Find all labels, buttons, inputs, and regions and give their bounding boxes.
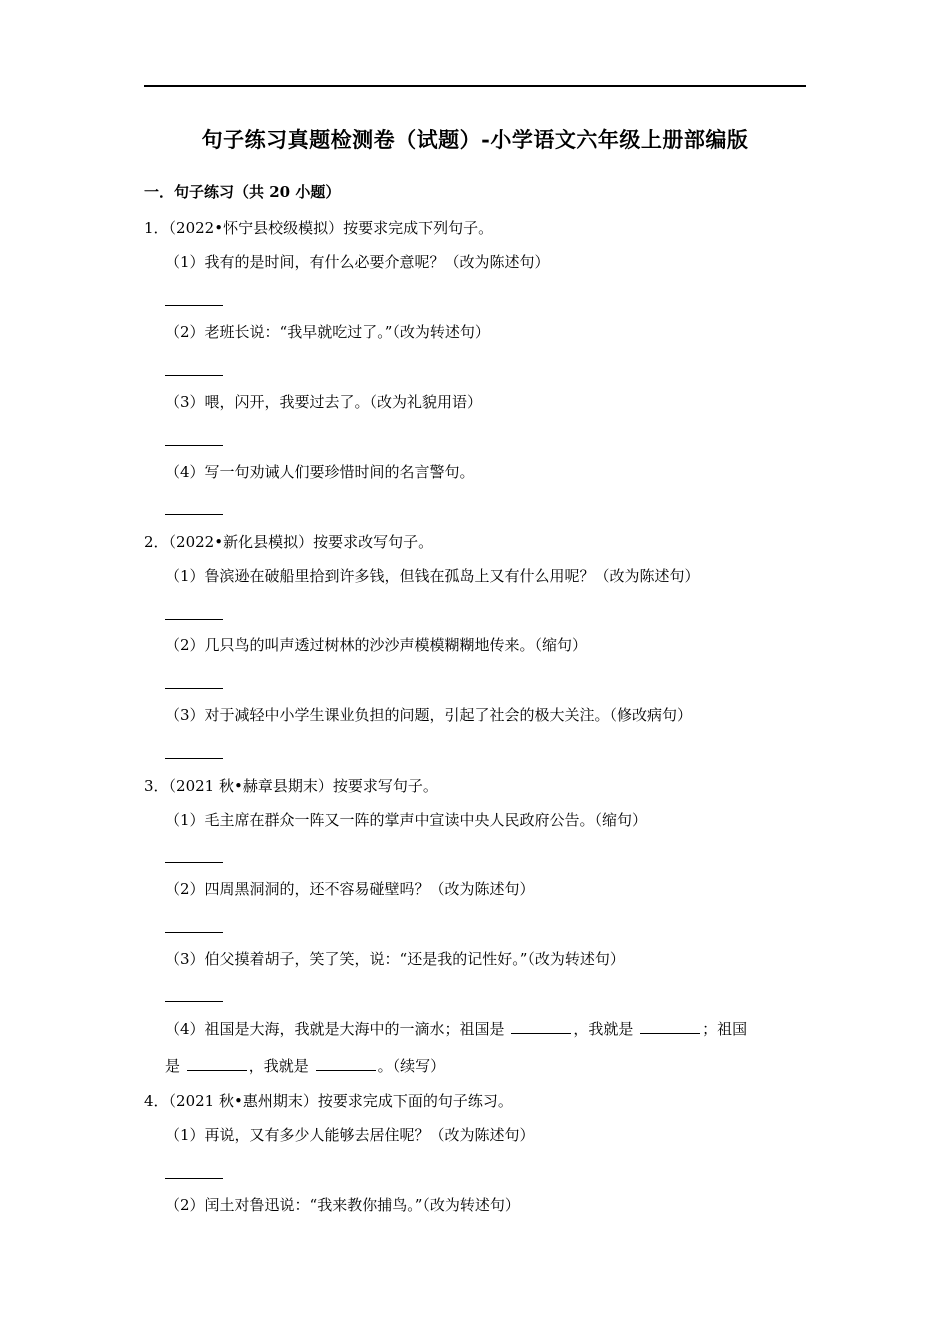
- question-stem: 4．（2021 秋•惠州期末）按要求完成下面的句子练习。: [144, 1092, 513, 1110]
- fill-text: ，我就是: [248, 1057, 309, 1075]
- sub-question: （2）四周黑洞洞的，还不容易碰壁吗？（改为陈述句）: [165, 880, 535, 898]
- sub-question: （1）毛主席在群众一阵又一阵的掌声中宣读中央人民政府公告。（缩句）: [165, 811, 648, 829]
- inline-blank[interactable]: [511, 1019, 571, 1034]
- sub-question: （1）鲁滨逊在破船里拾到许多钱，但钱在孤岛上又有什么用呢？（改为陈述句）: [165, 567, 700, 585]
- question-stem: 1．（2022•怀宁县校级模拟）按要求完成下列句子。: [144, 219, 494, 237]
- answer-blank[interactable]: [165, 514, 223, 515]
- sub-question: （3）伯父摸着胡子，笑了笑，说：“还是我的记性好。”（改为转述句）: [165, 950, 625, 968]
- answer-blank[interactable]: [165, 305, 223, 306]
- question-stem: 3．（2021 秋•赫章县期末）按要求写句子。: [144, 777, 438, 795]
- fill-text: ，我就是: [573, 1020, 634, 1038]
- page-title: 句子练习真题检测卷（试题）-小学语文六年级上册部编版: [201, 127, 749, 152]
- question-stem: 2．（2022•新化县模拟）按要求改写句子。: [144, 533, 434, 551]
- inline-blank[interactable]: [187, 1056, 247, 1071]
- inline-blank[interactable]: [316, 1056, 376, 1071]
- answer-blank[interactable]: [165, 862, 223, 863]
- sub-question-continuation: [165, 1019, 747, 1039]
- answer-blank[interactable]: [165, 1001, 223, 1002]
- answer-blank[interactable]: [165, 758, 223, 759]
- inline-blank[interactable]: [640, 1019, 700, 1034]
- answer-blank[interactable]: [165, 688, 223, 689]
- sub-question: （1）再说，又有多少人能够去居住呢？（改为陈述句）: [165, 1126, 535, 1144]
- fill-text: 是: [165, 1057, 181, 1075]
- answer-blank[interactable]: [165, 619, 223, 620]
- sub-question: （1）我有的是时间，有什么必要介意呢？（改为陈述句）: [165, 253, 550, 271]
- sub-question-continuation: [165, 1056, 445, 1076]
- section-heading: 一．句子练习（共 20 小题）: [144, 183, 341, 201]
- header-rule: [144, 85, 806, 87]
- fill-text: ；祖国: [702, 1020, 748, 1038]
- answer-blank[interactable]: [165, 445, 223, 446]
- sub-question: （4）写一句劝诫人们要珍惜时间的名言警句。: [165, 463, 475, 481]
- sub-question: （2）老班长说：“我早就吃过了。”（改为转述句）: [165, 323, 490, 341]
- fill-text: 。（续写）: [377, 1057, 446, 1075]
- sub-question: （3）对于减轻中小学生课业负担的问题，引起了社会的极大关注。（修改病句）: [165, 706, 693, 724]
- answer-blank[interactable]: [165, 932, 223, 933]
- sub-question: （2）几只鸟的叫声透过树林的沙沙声模模糊糊地传来。（缩句）: [165, 636, 588, 654]
- sub-question: （2）闰土对鲁迅说：“我来教你捕鸟。”（改为转述句）: [165, 1196, 520, 1214]
- answer-blank[interactable]: [165, 375, 223, 376]
- answer-blank[interactable]: [165, 1178, 223, 1179]
- sub-question: （3）喂，闪开，我要过去了。（改为礼貌用语）: [165, 393, 483, 411]
- fill-text: （4）祖国是大海，我就是大海中的一滴水；祖国是: [165, 1020, 505, 1038]
